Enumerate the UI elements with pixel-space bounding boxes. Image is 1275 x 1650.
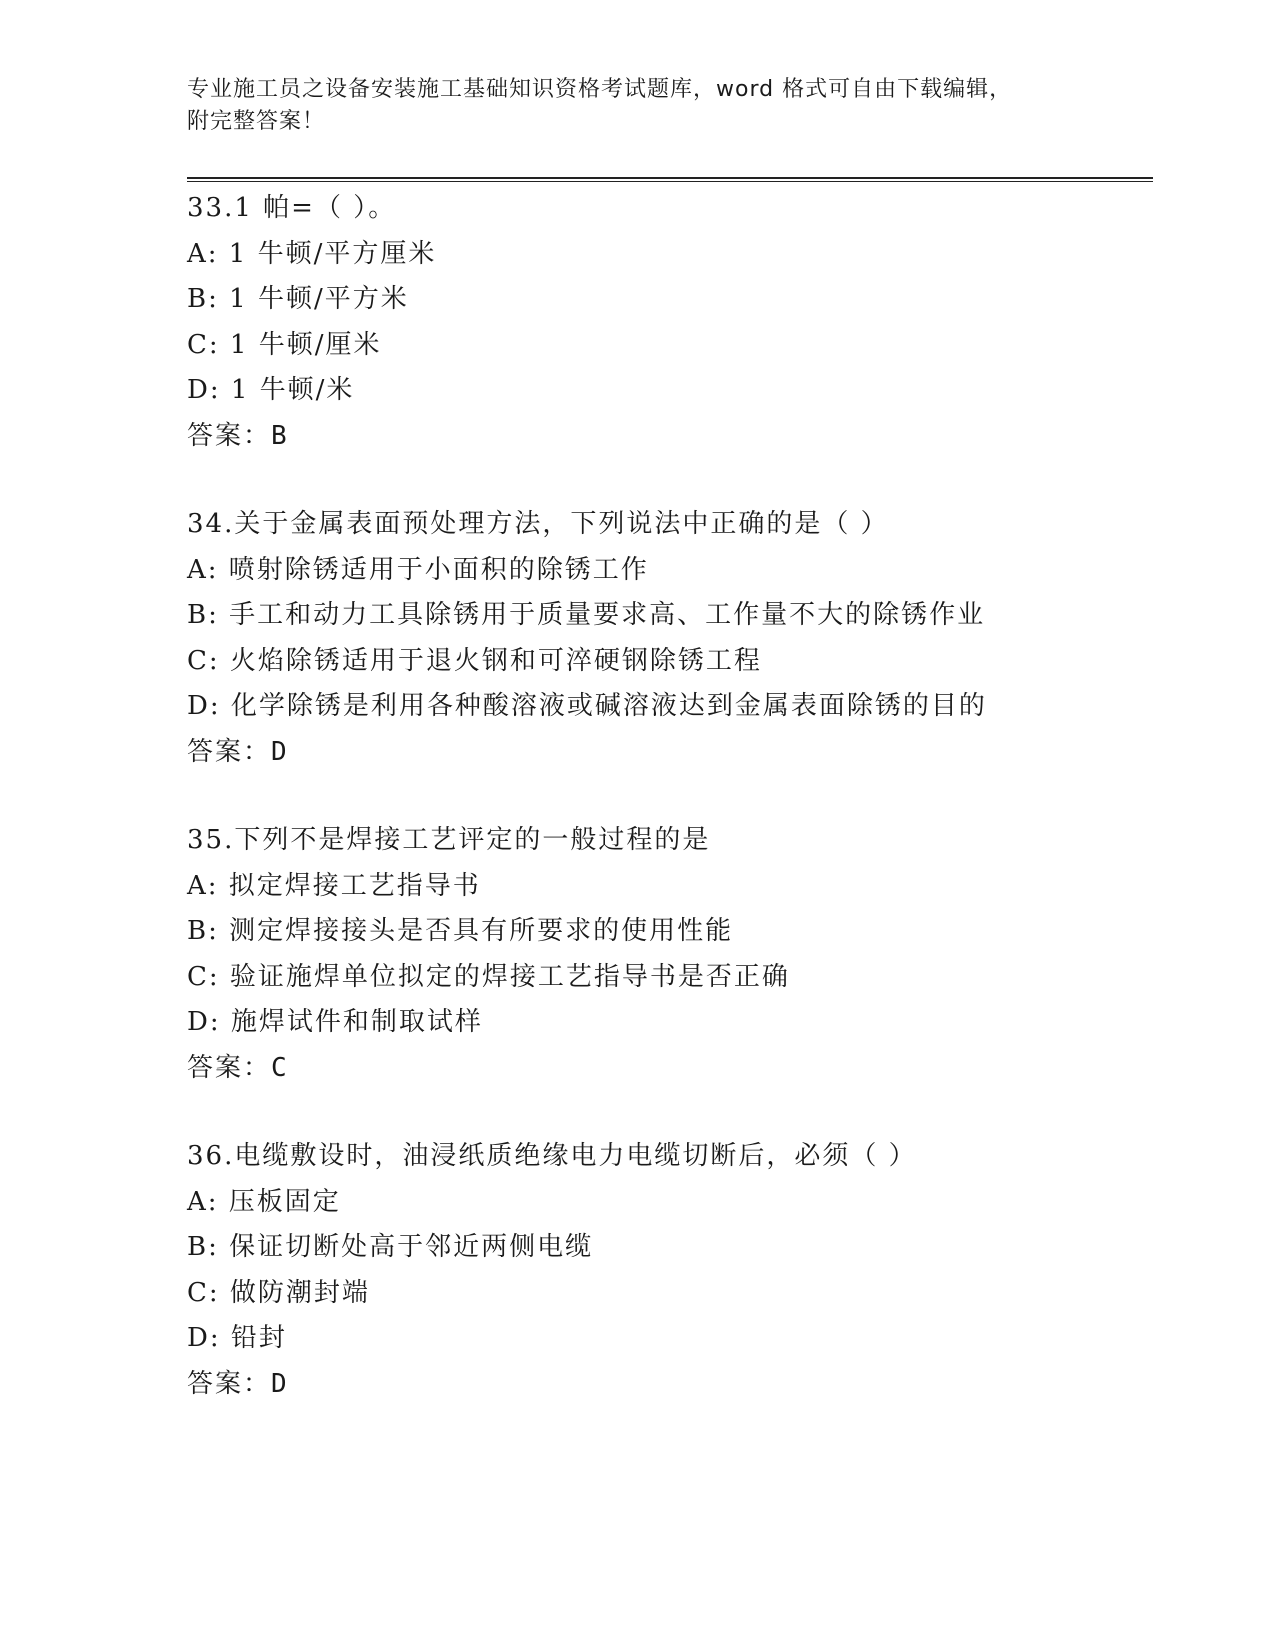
answer-label: 答案： [187,736,272,767]
option-d: D: 铅封 [187,1323,287,1353]
option-b: B: 1 牛顿/平方米 [187,284,409,314]
option-c: C: 火焰除锈适用于退火钢和可淬硬钢除锈工程 [187,645,762,676]
answer-line [187,730,1153,776]
option-c: C: 1 牛顿/厘米 [187,329,382,360]
option-a: A: 1 牛顿/平方厘米 [187,238,437,269]
header-line-1: 专业施工员之设备安装施工基础知识资格考试题库，word 格式可自由下载编辑， [187,77,1013,102]
header-divider-bottom [187,181,1153,182]
question-36 [187,1134,1153,1407]
answer-label: 答案： [187,420,272,451]
option-b: B: 手工和动力工具除锈用于质量要求高、工作量不大的除锈作业 [187,600,986,630]
question-stem: 35.下列不是焊接工艺评定的一般过程的是 [187,825,711,855]
answer-value: D [271,1368,289,1399]
document-header [187,74,1087,138]
question-35 [187,818,1153,1091]
option-c: C: 验证施焊单位拟定的焊接工艺指导书是否正确 [187,961,790,992]
option-c: C: 做防潮封端 [187,1277,370,1308]
question-33 [187,186,1153,459]
question-stem: 34.关于金属表面预处理方法，下列说法中正确的是（ ） [187,509,889,539]
question-stem: 36.电缆敷设时，油浸纸质绝缘电力电缆切断后，必须（ ） [187,1141,917,1171]
option-d: D: 1 牛顿/米 [187,375,355,405]
answer-line [187,1362,1153,1408]
answer-label: 答案： [187,1052,272,1083]
answer-value: B [271,420,289,451]
option-a: A: 喷射除锈适用于小面积的除锈工作 [187,554,649,585]
answer-value: D [271,736,289,767]
answer-label: 答案： [187,1368,272,1399]
option-a: A: 压板固定 [187,1186,341,1217]
answer-line [187,1046,1153,1092]
question-stem: 33.1 帕=（ ）。 [187,193,397,223]
header-line-2: 附完整答案！ [187,109,326,134]
option-b: B: 测定焊接接头是否具有所要求的使用性能 [187,916,734,946]
answer-line [187,414,1153,460]
option-d: D: 化学除锈是利用各种酸溶液或碱溶液达到金属表面除锈的目的 [187,691,987,721]
answer-value: C [271,1052,289,1083]
option-b: B: 保证切断处高于邻近两侧电缆 [187,1232,594,1262]
option-a: A: 拟定焊接工艺指导书 [187,870,481,901]
header-divider-top [187,177,1153,179]
option-d: D: 施焊试件和制取试样 [187,1007,483,1037]
question-34 [187,502,1153,775]
